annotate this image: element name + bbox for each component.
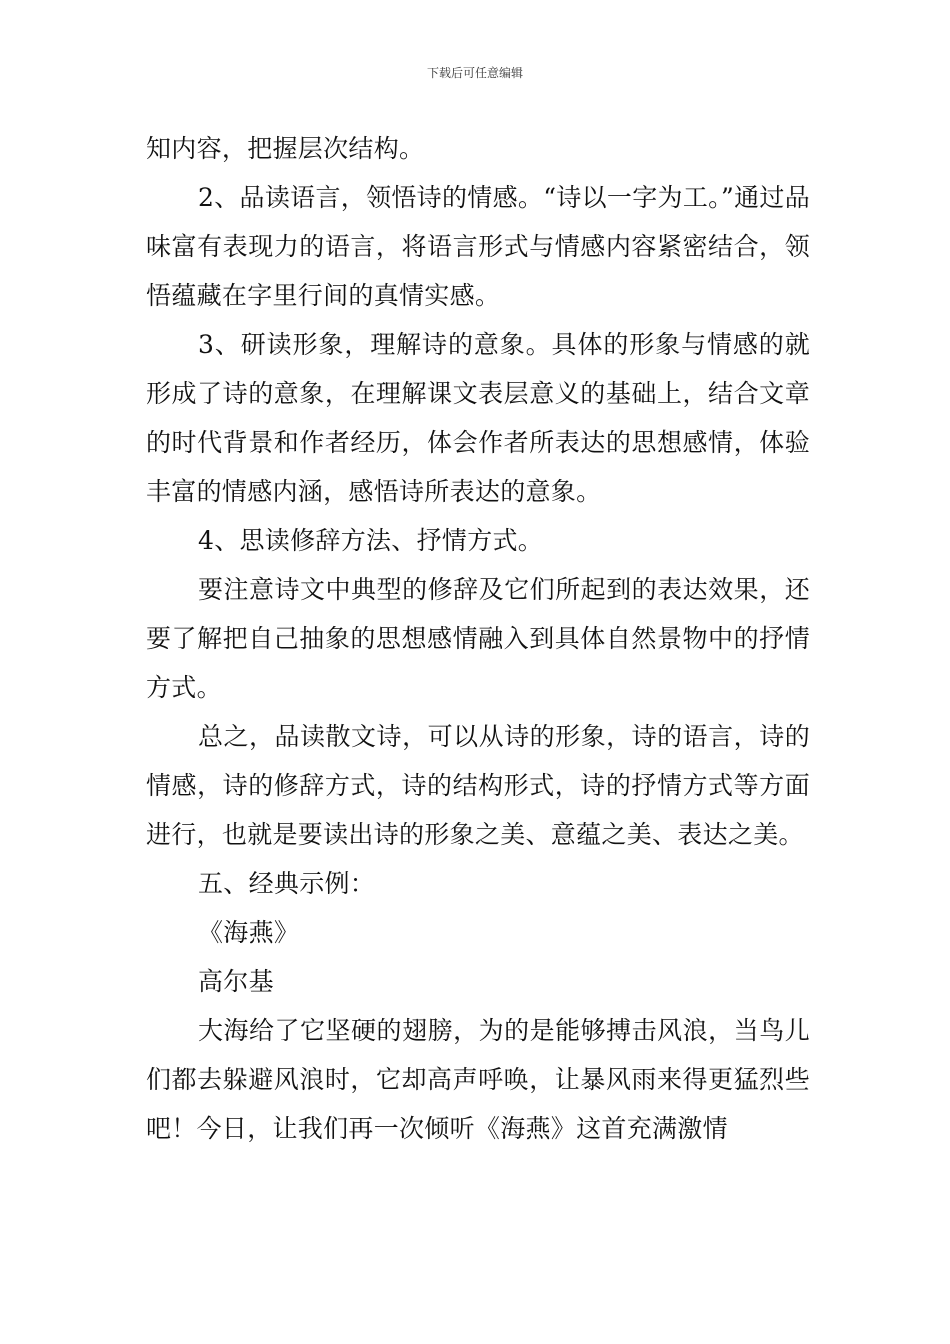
paragraph: 知内容，把握层次结构。 bbox=[146, 134, 425, 163]
paragraph: 4、思读修辞方法、抒情方式。 bbox=[198, 526, 544, 555]
page-header: 下载后可任意编辑 bbox=[426, 66, 523, 80]
section-heading: 五、经典示例： bbox=[198, 869, 376, 898]
paragraph: 大海给了它坚硬的翅膀，为的是能够搏击风浪，当鸟儿们都去躲避风浪时，它却高声呼唤，让暴风雨来得更猛烈些吧！今日，让我们再一次倾听《海燕》这首充满激情 bbox=[146, 1016, 810, 1143]
paragraph: 要注意诗文中典型的修辞及它们所起到的表达效果，还要了解把自己抽象的思想感情融入到具体自然景物中的抒情方式。 bbox=[146, 575, 810, 702]
document-body bbox=[146, 124, 810, 1153]
paragraph: 总之，品读散文诗，可以从诗的形象，诗的语言，诗的情感，诗的修辞方式，诗的结构形式，诗的抒情方式等方面进行，也就是要读出诗的形象之美、意蕴之美、表达之美。 bbox=[146, 722, 810, 849]
paragraph: 3、研读形象，理解诗的意象。具体的形象与情感的就形成了诗的意象，在理解课文表层意义的基础上，结合文章的时代背景和作者经历，体会作者所表达的思想感情，体验丰富的情感内涵，感悟诗所表达的意象。 bbox=[146, 330, 810, 506]
poem-author: 高尔基 bbox=[198, 967, 274, 996]
poem-title: 《海燕》 bbox=[198, 918, 300, 947]
paragraph: 2、品读语言，领悟诗的情感。“诗以一字为工。”通过品味富有表现力的语言，将语言形式与情感内容紧密结合，领悟蕴藏在字里行间的真情实感。 bbox=[146, 183, 810, 310]
